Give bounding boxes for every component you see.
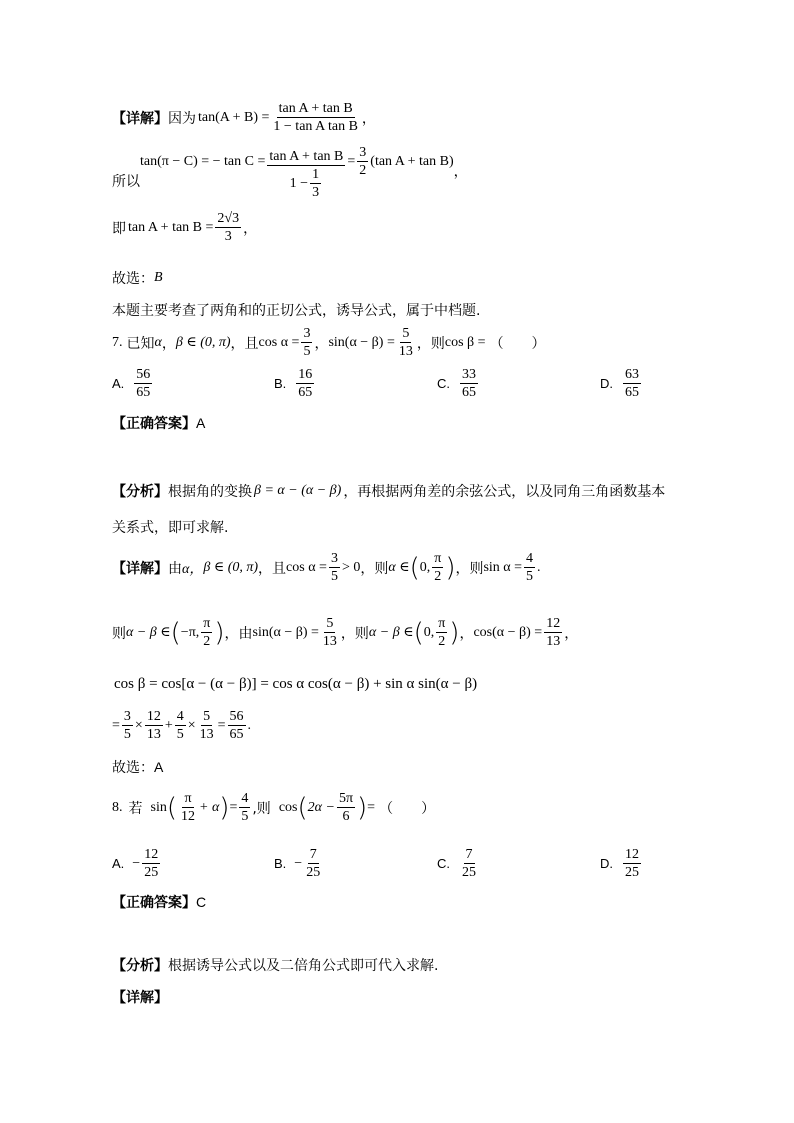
question-7 <box>112 325 546 360</box>
analysis-8 <box>112 955 438 975</box>
analysis-tag: 【分析】 <box>112 484 168 500</box>
detail-tag: 【详解】 <box>112 110 168 127</box>
formula: tan A + tan B = <box>128 219 214 235</box>
option-a <box>112 366 154 401</box>
numerator: 4 <box>241 791 249 806</box>
punct: ， <box>314 335 329 352</box>
question-8 <box>112 790 435 825</box>
detail-tag: 【详解】 <box>112 560 168 577</box>
option-d <box>600 366 643 401</box>
denominator: 5 <box>303 344 311 359</box>
denominator: 3 <box>312 185 320 200</box>
punct: ， <box>161 335 176 352</box>
fraction <box>436 615 447 650</box>
denominator: 5 <box>176 727 184 742</box>
denominator: 65 <box>625 385 639 400</box>
text: 根据角的变换 <box>168 484 252 500</box>
denominator: 2 <box>203 634 211 649</box>
inner-fraction <box>310 166 321 201</box>
fraction <box>432 550 443 585</box>
formula: cos β = cos[α − (α − β)] = cos α cos(α − β) + sin α sin(α − β) <box>114 676 478 692</box>
numerator: 12 <box>146 709 161 724</box>
text: ，且 <box>230 335 259 352</box>
detail-7-line-4 <box>112 708 251 743</box>
times: × <box>187 717 196 733</box>
numerator: tan A + tan B <box>278 101 353 116</box>
denominator: 1 − tan A tan B <box>273 119 358 134</box>
paren-right: ) <box>445 552 456 583</box>
paren: （ ） <box>379 800 436 817</box>
equals: = <box>217 717 226 733</box>
paren-right: ) <box>214 617 225 648</box>
option-label: C. <box>437 376 450 391</box>
text: 则 <box>112 625 126 642</box>
analysis-7-line-2 <box>112 517 228 537</box>
summary-line <box>112 300 480 320</box>
option-label: A. <box>112 856 125 871</box>
paren-right: ) <box>449 617 460 648</box>
denominator: 12 <box>181 809 195 824</box>
punct: ， <box>361 110 376 127</box>
text: 所以 <box>112 173 140 190</box>
fraction <box>122 708 133 743</box>
den-text: 1 − <box>289 176 309 191</box>
punct: ， <box>564 625 579 642</box>
formula: sin α = <box>483 559 523 575</box>
numerator: 5 <box>402 326 410 341</box>
denominator: 5 <box>330 569 338 584</box>
equals: = <box>367 799 376 815</box>
formula: β = α − (α − β) <box>254 483 342 498</box>
summary-text: 本题主要考查了两角和的正切公式，诱导公式，属于中档题. <box>112 303 481 319</box>
option-fraction <box>134 366 152 401</box>
formula: (tan A + tan B) <box>370 153 454 169</box>
formula: tan(π − C) = − tan C = <box>140 153 266 169</box>
formula: α − β ∈ <box>368 625 414 640</box>
analysis-7-line-1 <box>112 481 665 501</box>
equals: = <box>229 799 238 815</box>
coef-fraction <box>357 144 368 179</box>
detail-7-line-1 <box>112 550 541 585</box>
answer-tag: 【正确答案】 <box>112 895 196 911</box>
denominator: 65 <box>298 385 313 400</box>
option-fraction <box>460 366 478 401</box>
fraction <box>215 210 241 245</box>
formula: 2α − <box>307 799 335 815</box>
denominator: 65 <box>462 385 476 400</box>
numerator: 16 <box>298 367 313 382</box>
option-b <box>274 846 324 881</box>
formula: sin(α − β) = <box>252 624 319 640</box>
paren-right: ) <box>219 792 230 823</box>
detail-line-1 <box>112 100 376 135</box>
answer-tag: 【正确答案】 <box>112 416 196 432</box>
formula: α <box>154 334 162 350</box>
numerator: 63 <box>625 367 639 382</box>
numerator: 3 <box>123 709 131 724</box>
fraction <box>175 708 186 743</box>
denominator: 13 <box>322 634 337 649</box>
fraction <box>544 615 562 650</box>
numerator: 5 <box>326 616 334 631</box>
denominator: 13 <box>398 344 413 359</box>
correct-answer-8 <box>112 892 206 912</box>
text: ，则 <box>340 625 369 642</box>
text: ，且 <box>258 560 287 577</box>
punct: . <box>247 717 252 733</box>
answer-value: C <box>196 894 207 910</box>
question-number: 8. <box>112 799 123 815</box>
text: 由 <box>168 560 182 577</box>
answer-line <box>112 268 163 288</box>
detail-line-2 <box>112 140 468 201</box>
numerator: 2√3 <box>217 211 240 226</box>
denominator: 25 <box>144 865 159 880</box>
fraction <box>228 708 246 743</box>
formula: 0, <box>419 559 431 575</box>
formula: β ∈ (0, π) <box>203 560 259 575</box>
paren-left: ( <box>297 792 308 823</box>
numerator: tan A + tan B <box>269 149 344 164</box>
sign: − <box>132 855 141 871</box>
option-label: D. <box>600 856 613 871</box>
option-fraction <box>460 846 478 881</box>
numerator: 56 <box>229 709 244 724</box>
text: 即 <box>112 220 126 237</box>
text: 根据诱导公式以及二倍角公式即可代入求解. <box>168 958 439 974</box>
formula: −π, <box>180 624 200 640</box>
numerator: 3 <box>303 326 311 341</box>
option-b <box>274 366 316 401</box>
numerator: π <box>203 616 211 631</box>
option-label: D. <box>600 376 613 391</box>
fraction <box>145 708 163 743</box>
denominator: 65 <box>229 727 244 742</box>
detail-7-line-3 <box>114 676 477 693</box>
denominator: 13 <box>146 727 161 742</box>
sign: − <box>294 855 303 871</box>
times: × <box>134 717 143 733</box>
fraction <box>179 790 197 825</box>
numerator: 12 <box>144 847 159 862</box>
fraction <box>201 615 212 650</box>
numerator: 5 <box>203 709 211 724</box>
numerator: 7 <box>309 847 317 862</box>
formula: tan(A + B) = <box>198 109 270 125</box>
text: 若 <box>128 800 143 817</box>
denominator: 25 <box>462 865 476 880</box>
punct: ， <box>453 163 468 180</box>
numerator: 3 <box>359 145 367 160</box>
denominator: 13 <box>199 727 214 742</box>
fraction <box>271 100 360 135</box>
answer-value: B <box>154 270 163 285</box>
formula: α − β ∈ <box>126 625 171 640</box>
numerator: 12 <box>625 847 639 862</box>
formula: + α <box>199 799 220 815</box>
formula: cos β = <box>444 334 486 350</box>
text: 关系式，即可求解. <box>112 520 229 536</box>
formula: α， <box>182 561 204 577</box>
numerator: 56 <box>136 367 151 382</box>
denominator: 5 <box>123 727 131 742</box>
text: ， <box>459 625 474 642</box>
denominator: 65 <box>136 385 151 400</box>
text: ,则 <box>252 800 271 817</box>
detail-8 <box>112 987 168 1007</box>
detail-line-3 <box>112 210 257 245</box>
option-label: B. <box>274 376 287 391</box>
option-fraction <box>142 846 160 881</box>
paren-left: ( <box>170 617 181 648</box>
text: ，则 <box>360 560 389 577</box>
text: ，则 <box>416 335 445 352</box>
numerator: 4 <box>176 709 184 724</box>
formula: α ∈ <box>388 560 410 575</box>
punct: ， <box>243 220 258 237</box>
numerator: π <box>434 551 442 566</box>
numerator: 5π <box>338 791 354 806</box>
option-label: A. <box>112 376 125 391</box>
fraction <box>267 148 345 201</box>
question-number: 7. <box>112 334 123 350</box>
text: 故选： <box>112 271 154 287</box>
fraction <box>301 325 312 360</box>
denominator <box>288 166 325 201</box>
denominator: 25 <box>306 865 321 880</box>
denominator: 2 <box>359 163 367 178</box>
detail-7-line-2 <box>112 615 578 650</box>
equals: = <box>112 717 120 733</box>
numerator: 3 <box>330 551 338 566</box>
denominator: 2 <box>434 569 442 584</box>
numerator: 12 <box>546 616 561 631</box>
fraction <box>337 790 355 825</box>
numerator: 33 <box>462 367 476 382</box>
denominator: 5 <box>241 809 249 824</box>
denominator: 13 <box>546 634 561 649</box>
denominator: 6 <box>342 809 350 824</box>
paren-left: ( <box>166 792 177 823</box>
numerator: 4 <box>526 551 534 566</box>
text: ，再根据两角差的余弦公式，以及同角三角函数基本 <box>343 484 666 500</box>
formula: cos α = <box>258 334 300 350</box>
answer-line-7 <box>112 757 163 777</box>
formula: cos α = <box>286 559 327 575</box>
option-c <box>437 846 480 881</box>
analysis-tag: 【分析】 <box>112 958 168 974</box>
formula: β ∈ (0, π) <box>175 335 231 350</box>
option-fraction <box>304 846 322 881</box>
fraction <box>524 550 535 585</box>
option-fraction <box>296 366 314 401</box>
fraction <box>198 708 216 743</box>
formula: sin(α − β) = <box>328 334 395 350</box>
formula: cos(α − β) = <box>473 624 543 640</box>
text: ，由 <box>224 625 253 642</box>
formula: > 0 <box>341 559 361 575</box>
text: 因为 <box>168 110 196 127</box>
numerator: 7 <box>465 847 473 862</box>
option-c <box>437 366 480 401</box>
option-d <box>600 846 643 881</box>
answer-value: A <box>196 415 206 431</box>
option-fraction <box>623 846 641 881</box>
option-label: C. <box>437 856 450 871</box>
equals: = <box>347 153 356 169</box>
numerator: 1 <box>312 167 320 182</box>
correct-answer-7 <box>112 413 205 433</box>
option-a <box>112 846 162 881</box>
fraction <box>329 550 340 585</box>
paren: （ ） <box>489 335 546 352</box>
formula: cos <box>278 799 298 815</box>
denominator: 3 <box>224 229 232 244</box>
text: 故选： <box>112 760 154 776</box>
punct: . <box>537 559 541 575</box>
answer-value: A <box>154 759 164 775</box>
detail-tag: 【详解】 <box>112 990 168 1006</box>
denominator: 2 <box>438 634 446 649</box>
option-fraction <box>623 366 641 401</box>
text: ，则 <box>455 560 484 577</box>
denominator: 25 <box>625 865 639 880</box>
denominator: 5 <box>526 569 534 584</box>
paren-left: ( <box>409 552 420 583</box>
formula: sin <box>150 799 167 815</box>
option-label: B. <box>274 856 287 871</box>
numerator: π <box>438 616 446 631</box>
numerator: π <box>184 791 192 806</box>
text: 已知 <box>126 335 155 352</box>
fraction <box>397 325 415 360</box>
formula: 0, <box>423 624 435 640</box>
paren-left: ( <box>413 617 424 648</box>
fraction <box>321 615 339 650</box>
paren-right: ) <box>357 792 368 823</box>
plus: + <box>164 717 173 733</box>
fraction <box>239 790 250 825</box>
